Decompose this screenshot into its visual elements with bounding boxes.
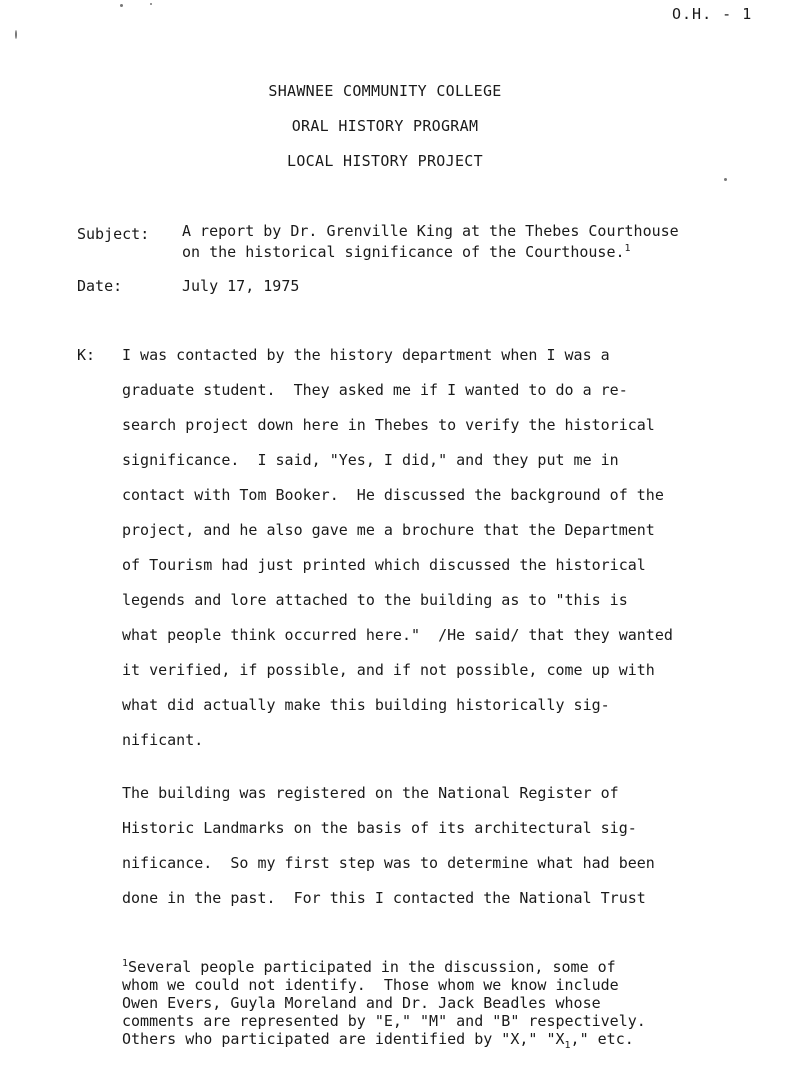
scan-speck [15, 30, 17, 39]
page-number: O.H. - 1 [672, 5, 753, 23]
transcript-line: what people think occurred here." /He said/ that they wanted [122, 626, 673, 644]
program-title: ORAL HISTORY PROGRAM [291, 117, 479, 135]
transcript-paragraph [122, 776, 655, 916]
date-label: Date: [77, 277, 123, 295]
subject-line [182, 240, 772, 261]
footnote-text: Several people participated in the discussion, some of [128, 958, 616, 976]
transcript-line: significance. I said, "Yes, I did," and they put me in [122, 451, 619, 469]
subject-value [182, 222, 772, 261]
date-value: July 17, 1975 [182, 277, 300, 295]
transcript-paragraph [122, 338, 673, 758]
footnote-text: ," etc. [570, 1030, 634, 1048]
speaker-label: K: [77, 346, 96, 364]
transcript-line: nificance. So my first step was to determine what had been [122, 854, 655, 872]
footnote-line [122, 1030, 646, 1055]
footnote-marker: 1 [624, 243, 631, 254]
scan-speck [120, 4, 123, 7]
footnote-text: Others who participated are identified by "X," "X [122, 1030, 565, 1048]
transcript-line: it verified, if possible, and if not possible, come up with [122, 661, 655, 679]
transcript-line: I was contacted by the history department when I was a [122, 346, 610, 364]
transcript-line: of Tourism had just printed which discussed the historical [122, 556, 646, 574]
transcript-line: The building was registered on the National Register of [122, 784, 619, 802]
transcript-line: what did actually make this building historically sig- [122, 696, 610, 714]
footnote-subscript: 1 [564, 1040, 571, 1051]
transcript-line: Historic Landmarks on the basis of its architectural sig- [122, 819, 637, 837]
institution-title: SHAWNEE COMMUNITY COLLEGE [268, 82, 502, 100]
footnote [122, 955, 646, 1055]
footnote-line [122, 955, 646, 976]
transcript-line: contact with Tom Booker. He discussed the background of the [122, 486, 664, 504]
transcript-line: legends and lore attached to the building as to "this is [122, 591, 628, 609]
transcript-line: project, and he also gave me a brochure that the Department [122, 521, 655, 539]
subject-line-text: on the historical significance of the Courthouse. [182, 243, 625, 261]
project-title: LOCAL HISTORY PROJECT [287, 152, 483, 170]
scan-speck [150, 3, 152, 5]
subject-line: A report by Dr. Grenville King at the Thebes Courthouse [182, 222, 679, 240]
footnote-line: comments are represented by "E," "M" and "B" respectively. [122, 1012, 646, 1030]
footnote-line: whom we could not identify. Those whom we know include [122, 976, 619, 994]
footnote-line: Owen Evers, Guyla Moreland and Dr. Jack Beadles whose [122, 994, 601, 1012]
transcript-line: nificant. [122, 731, 204, 749]
footnote-number: 1 [122, 958, 129, 969]
scan-speck [724, 178, 727, 181]
transcript-line: done in the past. For this I contacted the National Trust [122, 889, 646, 907]
transcript-line: search project down here in Thebes to verify the historical [122, 416, 655, 434]
subject-label: Subject: [77, 225, 150, 243]
transcript-line: graduate student. They asked me if I wanted to do a re- [122, 381, 628, 399]
